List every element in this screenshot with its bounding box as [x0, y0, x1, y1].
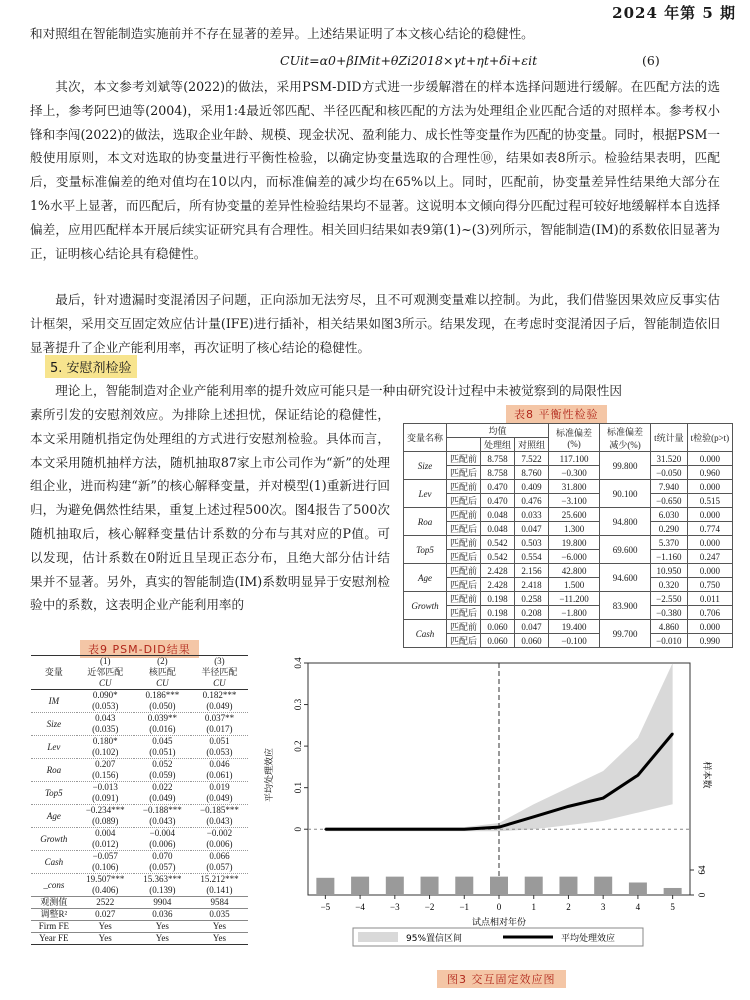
- table-row: [31, 897, 248, 909]
- t8-var-name: Age: [404, 564, 447, 592]
- y-tick-label: 0.4: [293, 657, 303, 669]
- t9-coef: 0.090*: [92, 690, 118, 700]
- t9-stat-val: 0.036: [134, 909, 191, 921]
- series-point: [463, 828, 465, 830]
- t8-cell: 0.542: [481, 550, 515, 564]
- t9-var-name: _cons: [31, 874, 77, 897]
- t8-cell: 19.800: [549, 536, 600, 550]
- t9-coef: 0.070: [152, 851, 173, 861]
- t8-cell: 0.290: [651, 522, 688, 536]
- t9-h-dep2: CU: [134, 678, 191, 690]
- t9-var-name: Top5: [31, 782, 77, 805]
- x-tick-label: −3: [390, 902, 400, 912]
- table-row: [404, 634, 733, 648]
- t9-var-name: Age: [31, 805, 77, 828]
- table-row: [31, 759, 248, 771]
- figure3-caption: 图3 交互固定效应图: [437, 970, 566, 988]
- table-row: [31, 736, 248, 748]
- figure3-svg: [258, 655, 716, 955]
- figure3-chart: [258, 655, 716, 955]
- t8-cell: 匹配后: [447, 550, 481, 564]
- t9-stat-val: Yes: [134, 933, 191, 945]
- t8-cell: 0.000: [687, 480, 733, 494]
- t8-cell: 0.047: [515, 522, 549, 536]
- t8-var-name: Cash: [404, 620, 447, 648]
- t9-coef: 0.052: [152, 759, 173, 769]
- table8-caption: 表8 平衡性检验: [506, 405, 607, 423]
- t9-h-var: 变量: [31, 656, 77, 690]
- t8-cell: 0.470: [481, 494, 515, 508]
- table-row: [404, 606, 733, 620]
- t9-h-method1: 近邻匹配: [87, 667, 124, 677]
- x-tick-label: −2: [424, 902, 435, 912]
- t9-coef: 0.039**: [147, 713, 177, 723]
- t8-cell: 2.418: [515, 578, 549, 592]
- t8-cell: 0.000: [687, 620, 733, 634]
- t8-cell: 1.500: [549, 578, 600, 592]
- paragraph-4-first-line: 理论上，智能制造对企业产能利用率的提升效应可能只是一种由研究设计过程中未被觉察到的局限性因: [55, 383, 622, 398]
- t8-h-treat: 处理组: [481, 438, 515, 452]
- t8-cell: 0.542: [481, 536, 515, 550]
- t8-cell: 匹配前: [447, 592, 481, 606]
- t8-cell: 匹配前: [447, 564, 481, 578]
- sample-bar: [629, 883, 647, 896]
- journal-issue: 2024 年第 5 期: [612, 4, 736, 22]
- t9-coef: 0.182***: [202, 690, 237, 700]
- t9-stat-val: 0.027: [77, 909, 134, 921]
- t9-h-col3: (3): [191, 656, 248, 668]
- table-row: [404, 508, 733, 522]
- t8-cell: 7.940: [651, 480, 688, 494]
- t8-cell: 0.011: [687, 592, 733, 606]
- t8-cell: −0.380: [651, 606, 688, 620]
- t8-cell: 0.990: [687, 634, 733, 648]
- table-row: [404, 578, 733, 592]
- legend-ci-label: 95%置信区间: [406, 934, 463, 944]
- t8-cell: −2.550: [651, 592, 688, 606]
- t8-cell: −3.100: [549, 494, 600, 508]
- t8-cell: 匹配后: [447, 634, 481, 648]
- y2-tick-label: 64: [697, 865, 707, 875]
- x-tick-label: −5: [320, 902, 331, 912]
- t9-h-method3: 半径匹配: [201, 667, 238, 677]
- table9: [31, 655, 248, 945]
- table-row: [31, 874, 248, 886]
- t9-se: (0.006): [134, 839, 191, 851]
- t8-cell: 匹配前: [447, 480, 481, 494]
- t9-se: (0.012): [77, 839, 134, 851]
- t9-se: (0.057): [134, 862, 191, 874]
- t9-coef: 0.019: [209, 782, 230, 792]
- x-tick-label: 1: [531, 902, 536, 912]
- t9-se: (0.016): [134, 724, 191, 736]
- t8-cell: 0.476: [515, 494, 549, 508]
- t9-h-col1: (1): [77, 656, 134, 668]
- t8-h-p: t检验(p>t): [687, 424, 733, 452]
- t8-cell: 0.047: [515, 620, 549, 634]
- y2-tick-label: 0: [697, 892, 707, 898]
- t8-cell: 0.258: [515, 592, 549, 606]
- t9-stat-val: Yes: [134, 921, 191, 933]
- t8-reduce: 94.800: [600, 508, 651, 536]
- t8-reduce: 99.800: [600, 452, 651, 480]
- paragraph-1: 和对照组在智能制造实施前并不存在显著的差异。上述结果证明了本文核心结论的稳健性。: [30, 26, 534, 41]
- table8: [403, 423, 733, 648]
- x-tick-label: 5: [670, 902, 675, 912]
- t9-h-dep1: CU: [77, 678, 134, 690]
- t8-var-name: Top5: [404, 536, 447, 564]
- t9-coef: 0.046: [209, 759, 230, 769]
- table-row: [404, 564, 733, 578]
- equation-6: CUit=α0+βIMit+θZi2018×γt+ηt+δi+εit: [280, 53, 538, 68]
- t8-cell: 0.048: [481, 508, 515, 522]
- table-row: [31, 921, 248, 933]
- t8-cell: 0.320: [651, 578, 688, 592]
- series-point: [359, 828, 361, 830]
- t9-se: (0.051): [134, 747, 191, 759]
- t9-coef: 0.207: [95, 759, 116, 769]
- t8-cell: −11.200: [549, 592, 600, 606]
- table-row: [404, 522, 733, 536]
- t8-cell: 0.750: [687, 578, 733, 592]
- sample-bar: [594, 877, 612, 895]
- series-point: [637, 774, 639, 776]
- t9-stat-val: 9904: [134, 897, 191, 909]
- t8-cell: 0.247: [687, 550, 733, 564]
- t9-se: (0.043): [191, 816, 248, 828]
- t9-h-method2: 核匹配: [148, 667, 176, 677]
- t8-cell: 31.520: [651, 452, 688, 466]
- t9-var-name: IM: [31, 690, 77, 713]
- t9-se: (0.059): [134, 770, 191, 782]
- t8-cell: 匹配前: [447, 452, 481, 466]
- sample-bar: [664, 888, 682, 895]
- t9-var-name: Lev: [31, 736, 77, 759]
- table-row: [31, 690, 248, 702]
- table-row: [31, 713, 248, 725]
- t8-cell: −0.100: [549, 634, 600, 648]
- t9-se: (0.156): [77, 770, 134, 782]
- paragraph-3: 最后，针对遗漏时变混淆因子问题，正向添加无法穷尽，且不可观测变量难以控制。为此，我们借鉴因果效应反事实估计框架，采用交互固定效应估计量(IFE)进行插补，相关结果如图3所示。结果发现，在考虑时变混淆因子后，智能制造依旧显著提升了企业产能利用率，再次证明了核心结论的稳健性。: [30, 292, 720, 355]
- t9-stat-val: Yes: [191, 921, 248, 933]
- t8-h-blank: [447, 438, 481, 452]
- t8-cell: −0.010: [651, 634, 688, 648]
- t8-cell: −0.300: [549, 466, 600, 480]
- t8-cell: 8.758: [481, 452, 515, 466]
- t9-coef: 0.045: [152, 736, 173, 746]
- table-row: [31, 909, 248, 921]
- t9-stat-label: 观测值: [31, 897, 77, 909]
- t8-cell: −0.650: [651, 494, 688, 508]
- x-axis-label: 试点相对年份: [471, 918, 527, 928]
- t9-se: (0.139): [134, 885, 191, 897]
- y-tick-label: 0.2: [293, 740, 303, 752]
- table-row: [31, 851, 248, 863]
- t8-var-name: Growth: [404, 592, 447, 620]
- t8-reduce: 69.600: [600, 536, 651, 564]
- t9-coef: 0.186***: [145, 690, 180, 700]
- t8-cell: −1.160: [651, 550, 688, 564]
- t9-se: (0.102): [77, 747, 134, 759]
- series-point: [567, 805, 569, 807]
- t8-cell: −6.000: [549, 550, 600, 564]
- t8-cell: 0.033: [515, 508, 549, 522]
- x-tick-label: −4: [355, 902, 365, 912]
- t8-h-mean: 均值: [447, 424, 549, 438]
- t9-coef: 0.004: [95, 828, 116, 838]
- x-tick-label: 3: [600, 902, 606, 912]
- t8-cell: 匹配后: [447, 578, 481, 592]
- t9-se: (0.017): [191, 724, 248, 736]
- y-tick-label: 0: [293, 826, 303, 832]
- t8-cell: 1.300: [549, 522, 600, 536]
- sample-bar: [421, 877, 439, 895]
- sample-bar: [559, 877, 577, 895]
- equation-number: (6): [642, 53, 660, 68]
- t9-coef: −0.013: [92, 782, 118, 792]
- t8-cell: 25.600: [549, 508, 600, 522]
- t8-cell: 2.428: [481, 578, 515, 592]
- t9-stat-val: Yes: [191, 933, 248, 945]
- t9-stat-val: 2522: [77, 897, 134, 909]
- t9-coef: −0.057: [92, 851, 118, 861]
- table-row: [31, 782, 248, 794]
- t8-reduce: 83.900: [600, 592, 651, 620]
- t9-se: (0.049): [191, 701, 248, 713]
- t9-coef: 0.051: [209, 736, 230, 746]
- sample-bar: [351, 877, 369, 895]
- table-row: [404, 536, 733, 550]
- table-row: [404, 550, 733, 564]
- t9-coef: 15.212***: [200, 874, 239, 884]
- t9-coef: 0.037**: [204, 713, 235, 723]
- t9-stat-label: Year FE: [31, 933, 77, 945]
- t8-reduce: 90.100: [600, 480, 651, 508]
- y-tick-label: 0.1: [293, 782, 303, 794]
- t9-stat-val: 9584: [191, 897, 248, 909]
- t9-coef: 15.363***: [143, 874, 182, 884]
- t9-se: (0.089): [77, 816, 134, 828]
- t8-cell: 0.409: [515, 480, 549, 494]
- t9-se: (0.049): [191, 793, 248, 805]
- t9-var-name: Size: [31, 713, 77, 736]
- t8-cell: 0.470: [481, 480, 515, 494]
- table9-caption: 表9 PSM-DID结果: [80, 640, 199, 658]
- t8-cell: 匹配后: [447, 494, 481, 508]
- t8-cell: 匹配后: [447, 606, 481, 620]
- t9-se: (0.050): [134, 701, 191, 713]
- sample-bar: [316, 878, 334, 895]
- t9-var-name: Cash: [31, 851, 77, 874]
- x-tick-label: 4: [635, 902, 641, 912]
- t9-se: (0.057): [191, 862, 248, 874]
- t8-cell: 0.198: [481, 592, 515, 606]
- y-axis-label: 平均处理效应: [265, 747, 275, 803]
- t8-cell: 0.060: [515, 634, 549, 648]
- t8-cell: 0.515: [687, 494, 733, 508]
- t9-se: (0.106): [77, 862, 134, 874]
- t8-cell: 117.100: [549, 452, 600, 466]
- series-point: [429, 828, 431, 830]
- legend-line-label: 平均处理效应: [561, 934, 616, 944]
- t9-var-name: Growth: [31, 828, 77, 851]
- t9-coef: −0.234***: [85, 805, 125, 815]
- table-row: [404, 466, 733, 480]
- t8-cell: 8.758: [481, 466, 515, 480]
- t9-se: (0.061): [191, 770, 248, 782]
- t8-h-bias: 标准偏差(%): [549, 424, 600, 452]
- t8-h-t: t统计量: [651, 424, 688, 452]
- t9-stat-val: 0.035: [191, 909, 248, 921]
- t8-cell: 0.000: [687, 452, 733, 466]
- t8-cell: 0.208: [515, 606, 549, 620]
- t8-cell: 5.370: [651, 536, 688, 550]
- t8-cell: 10.950: [651, 564, 688, 578]
- sample-bar: [386, 877, 404, 895]
- table-row: [404, 452, 733, 466]
- t9-stat-label: 调整R²: [31, 909, 77, 921]
- legend-ci-swatch: [358, 932, 398, 942]
- series-point: [394, 828, 396, 830]
- t8-cell: 0.060: [481, 634, 515, 648]
- t8-cell: 0.503: [515, 536, 549, 550]
- series-point: [324, 828, 326, 830]
- t9-se: (0.406): [77, 885, 134, 897]
- sample-bar: [455, 877, 473, 895]
- t8-var-name: Roa: [404, 508, 447, 536]
- series-point: [602, 797, 604, 799]
- t9-se: (0.053): [191, 747, 248, 759]
- t9-se: (0.049): [134, 793, 191, 805]
- t9-se: (0.035): [77, 724, 134, 736]
- t8-cell: 4.860: [651, 620, 688, 634]
- x-tick-label: 2: [566, 902, 571, 912]
- t9-var-name: Roa: [31, 759, 77, 782]
- t9-h-dep3: CU: [191, 678, 248, 690]
- t9-coef: 0.022: [152, 782, 173, 792]
- t8-cell: 匹配后: [447, 466, 481, 480]
- t8-cell: 0.060: [481, 620, 515, 634]
- t9-stat-val: Yes: [77, 921, 134, 933]
- x-tick-label: 0: [496, 902, 502, 912]
- t8-cell: 0.554: [515, 550, 549, 564]
- t8-cell: 2.156: [515, 564, 549, 578]
- t8-cell: 6.030: [651, 508, 688, 522]
- paragraph-2: 其次，本文参考刘斌等(2022)的做法，采用PSM-DID方式进一步缓解潜在的样本选择问题进行缓解。在匹配方法的选择上，参考阿巴迪等(2004)，采用1:4最近邻匹配、半径匹配和核匹配的方法为处理组企业匹配合适的对照样本。参考权小锋和李闯(2022)的做法，选取企业年龄、规模、现金状况、盈利能力、成长性等变量作为匹配的协变量。同时，根据PSM一般使用原则，本文对选取的协变量进行平衡性检验，以确定协变量选取的合理性⑩，结果如表8所示。检验结果表明，匹配后，变量标准偏差的绝对值均在10以内，而标准偏差的减少均在65%以上。同时，匹配前，协变量差异性结果绝大部分在1%水平上显著，而匹配后，所有协变量的差异性检验结果均不显著。这说明本文倾向得分匹配过程可较好地缓解样本自选择偏差，应用匹配样本开展后续实证研究具有合理性。相关回归结果如表9第(1)~(3)列所示，智能制造(IM)的系数依旧显著为正，证明核心结论具有稳健性。: [30, 79, 720, 261]
- t9-se: (0.053): [77, 701, 134, 713]
- sample-bar: [525, 877, 543, 895]
- t8-var-name: Lev: [404, 480, 447, 508]
- series-point: [498, 826, 500, 828]
- t8-cell: 0.960: [687, 466, 733, 480]
- t8-cell: 匹配后: [447, 522, 481, 536]
- t9-h-col2: (2): [134, 656, 191, 668]
- t8-cell: 2.428: [481, 564, 515, 578]
- t9-coef: 0.180*: [92, 736, 118, 746]
- t8-cell: 匹配前: [447, 536, 481, 550]
- t9-coef: 19.507***: [86, 874, 125, 884]
- t9-coef: −0.002: [206, 828, 233, 838]
- t8-cell: 0.198: [481, 606, 515, 620]
- t9-stat-val: Yes: [77, 933, 134, 945]
- y-tick-label: 0.3: [293, 698, 303, 711]
- t9-coef: 0.043: [95, 713, 116, 723]
- t8-cell: 8.760: [515, 466, 549, 480]
- t9-coef: −0.188***: [142, 805, 182, 815]
- table-row: [404, 494, 733, 508]
- t8-cell: 匹配前: [447, 620, 481, 634]
- table-row: [31, 933, 248, 945]
- paragraph-4-wrapped: 素所引发的安慰剂效应。为排除上述担忧，保证结论的稳健性，本文采用随机指定伪处理组的方式进行安慰剂检验。具体而言，本文采用随机抽样方法，随机抽取87家上市公司作为“新”的处理组企业，进而构建“新”的核心解释变量，并对模型(1)重新进行回归，为避免偶然性结果，重复上述过程500次。图4报告了500次随机抽取后，核心解释变量估计系数的分布与其对应的P值。可以发现，估计系数在0附近且呈现正态分布，且绝大部分估计结果并不显著。另外，真实的智能制造(IM)系数明显异于安慰剂检验中的系数，这表明企业产能利用率的: [30, 407, 390, 613]
- t8-cell: −0.050: [651, 466, 688, 480]
- t9-se: (0.043): [134, 816, 191, 828]
- t9-stat-label: Firm FE: [31, 921, 77, 933]
- x-tick-label: −1: [459, 902, 470, 912]
- t8-cell: 0.000: [687, 508, 733, 522]
- t8-var-name: Size: [404, 452, 447, 480]
- t8-cell: 0.774: [687, 522, 733, 536]
- series-point: [533, 816, 535, 818]
- t8-cell: 31.800: [549, 480, 600, 494]
- t9-coef: −0.004: [149, 828, 175, 838]
- t8-cell: 匹配前: [447, 508, 481, 522]
- t8-reduce: 94.600: [600, 564, 651, 592]
- t8-h-var: 变量名称: [404, 424, 447, 452]
- series-point: [672, 733, 674, 735]
- table-row: [31, 805, 248, 817]
- table-row: [404, 480, 733, 494]
- t8-cell: 19.400: [549, 620, 600, 634]
- table-row: [404, 620, 733, 634]
- t8-cell: 0.048: [481, 522, 515, 536]
- t9-se: (0.006): [191, 839, 248, 851]
- t9-coef: −0.185***: [200, 805, 239, 815]
- section-title: 5. 安慰剂检验: [45, 355, 137, 378]
- table-row: [31, 828, 248, 840]
- t8-h-control: 对照组: [515, 438, 549, 452]
- table-row: [404, 592, 733, 606]
- sample-bar: [490, 877, 508, 895]
- t8-cell: 0.000: [687, 536, 733, 550]
- t8-h-reduce: 标准偏差减少(%): [600, 424, 651, 452]
- t8-cell: 7.522: [515, 452, 549, 466]
- t8-reduce: 99.700: [600, 620, 651, 648]
- t9-se: (0.141): [191, 885, 248, 897]
- t8-cell: 42.800: [549, 564, 600, 578]
- y2-axis-label: 样本数: [701, 761, 711, 789]
- t8-cell: −1.800: [549, 606, 600, 620]
- t9-coef: 0.066: [209, 851, 230, 861]
- t8-cell: 0.706: [687, 606, 733, 620]
- t9-se: (0.091): [77, 793, 134, 805]
- t8-cell: 0.000: [687, 564, 733, 578]
